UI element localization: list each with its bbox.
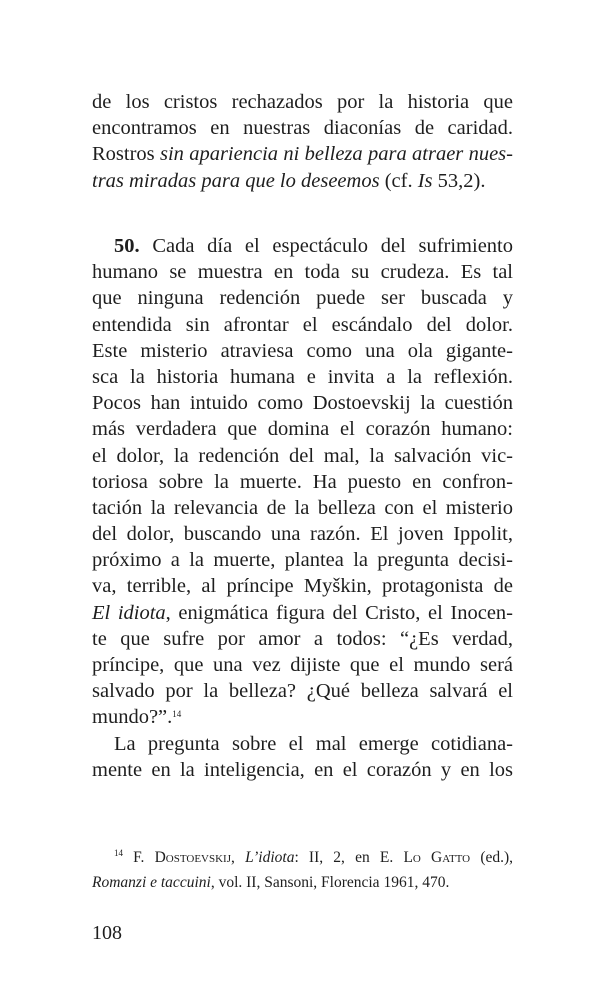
text-run: tación la relevancia de la belleza con el misterio (92, 496, 513, 519)
text-line (92, 259, 513, 285)
text-line (92, 704, 513, 730)
text-run: mente en la inteligencia, en el corazón y en los (92, 758, 513, 781)
text-run: Lo Gatto (403, 849, 471, 866)
text-line (92, 168, 513, 194)
text-run: entendida sin afrontar el escándalo del dolor. (92, 313, 513, 336)
footnote-marker: 14 (172, 709, 182, 720)
text-run: príncipe, que una vez dijiste que el mundo será (92, 654, 513, 676)
text-run: del dolor, buscando una razón. El joven Ippolit, (92, 523, 513, 546)
text-run: va, terrible, al príncipe Myškin, protagonista de (92, 575, 513, 598)
text-line (92, 547, 513, 573)
text-line (92, 416, 513, 442)
text-line (92, 115, 513, 141)
text-line (92, 757, 513, 783)
text-line (92, 338, 513, 364)
text-run: (ed.), (470, 849, 514, 866)
text-run: Dostoevskij (154, 849, 231, 866)
page-number: 108 (92, 922, 122, 944)
text-run: F. (123, 849, 155, 866)
text-run: de los cristos rechazados por la historia que (92, 91, 513, 113)
text-run: te que sufre por amor a todos: “¿Es verdad, (92, 627, 513, 650)
text-line (92, 652, 513, 678)
text-line (92, 870, 513, 895)
text-line (92, 89, 513, 115)
text-run: L’idiota (245, 849, 295, 866)
text-run: Is (417, 169, 433, 192)
text-line (92, 390, 513, 416)
text-line (92, 233, 513, 259)
text-run: humano se muestra en toda su crudeza. Es tal (92, 261, 513, 284)
text-run: mundo?”. (92, 706, 173, 729)
text-run: sca la historia humana e invita a la reflexión. (92, 365, 513, 388)
text-line (92, 600, 513, 626)
footnote-14 (92, 845, 513, 895)
paragraph-50 (92, 233, 513, 783)
paragraph-continuation (92, 89, 513, 194)
text-run: , (231, 849, 246, 866)
text-run: Romanzi e taccuini (92, 874, 211, 891)
text-run: (cf. (379, 169, 418, 192)
text-run: el dolor, la redención del mal, la salvación vic- (92, 444, 513, 467)
text-run: Cada día el espectáculo del sufrimiento (139, 235, 513, 257)
text-line (92, 626, 513, 652)
text-run: encontramos en nuestras diaconías de caridad. (92, 117, 513, 140)
text-run: que ninguna redención puede ser buscada y (92, 287, 513, 310)
text-run: , enigmática figura del Cristo, el Inocen- (165, 601, 513, 624)
text-run: tras miradas para que lo deseemos (92, 169, 380, 192)
text-run: Rostros (92, 143, 160, 166)
text-line (92, 495, 513, 521)
footnote-marker: 14 (114, 848, 123, 858)
text-run: más verdadera que domina el corazón humano: (92, 418, 513, 441)
text-line (92, 443, 513, 469)
text-run: 50. (114, 235, 140, 257)
text-run: La pregunta sobre el mal emerge cotidiana- (114, 732, 513, 755)
text-run: : II, 2, en E. (294, 849, 404, 866)
text-run: próximo a la muerte, plantea la pregunta decisi- (92, 549, 513, 572)
text-run: , vol. II, Sansoni, Florencia 1961, 470. (210, 874, 450, 891)
text-line (92, 469, 513, 495)
text-line (92, 285, 513, 311)
text-line (92, 678, 513, 704)
text-run: sin apariencia ni belleza para atraer nues- (159, 143, 513, 166)
text-run: 53,2). (432, 169, 486, 192)
text-run: Este misterio atraviesa como una ola gigante- (92, 339, 513, 362)
text-line (92, 845, 513, 870)
text-line (92, 364, 513, 390)
text-line (92, 731, 513, 757)
text-line (92, 141, 513, 167)
text-line (92, 521, 513, 547)
text-run: El idiota (92, 601, 166, 624)
text-run: toriosa sobre la muerte. Ha puesto en confron- (92, 470, 513, 493)
text-line (92, 312, 513, 338)
text-run: Pocos han intuido como Dostoevskij la cuestión (92, 392, 513, 415)
text-line (92, 573, 513, 599)
text-run: salvado por la belleza? ¿Qué belleza salvará el (92, 680, 513, 703)
